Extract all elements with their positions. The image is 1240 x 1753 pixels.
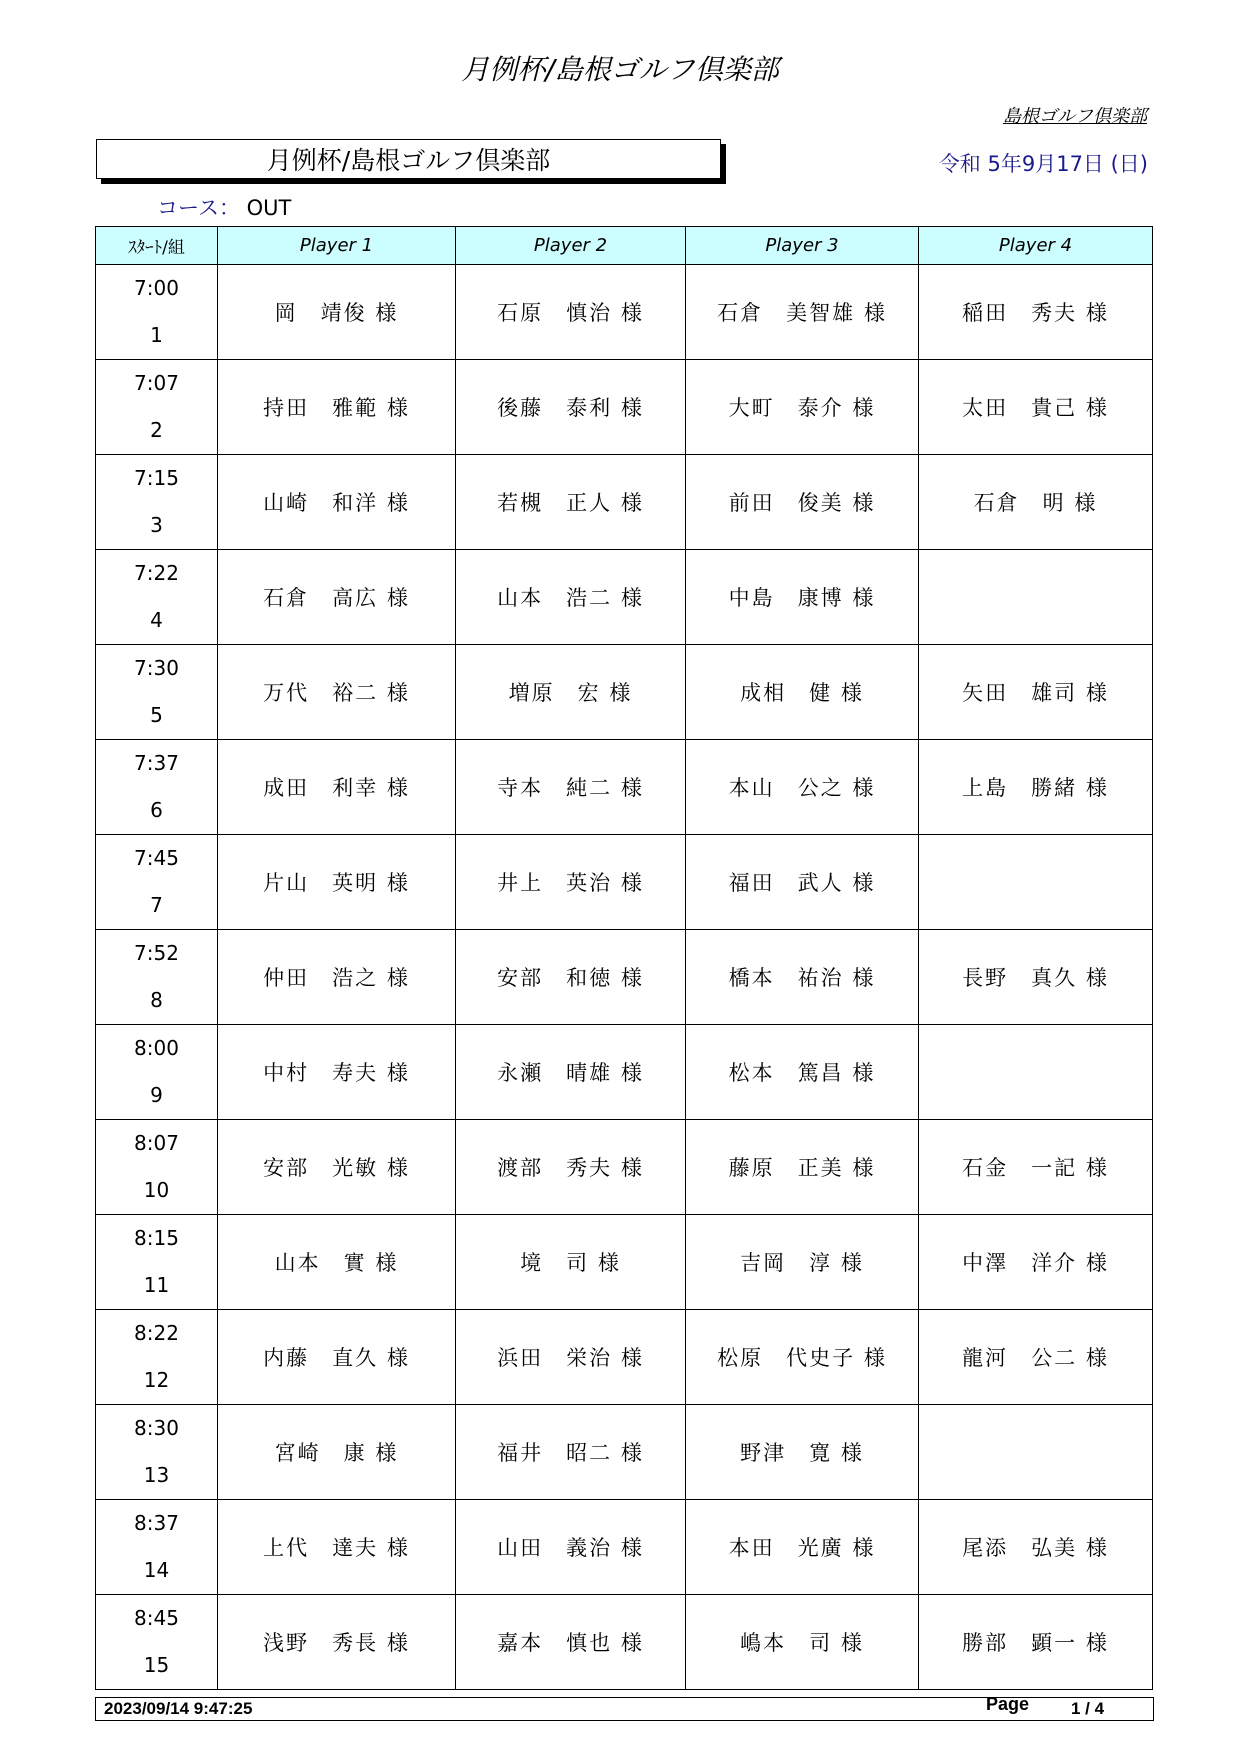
player-3-cell bbox=[686, 1500, 919, 1595]
start-group-cell bbox=[96, 1120, 218, 1215]
player-name: 松原 代史子 様 bbox=[717, 1346, 887, 1370]
page-label: Page bbox=[986, 1694, 1030, 1714]
player-name: 増原 宏 様 bbox=[508, 681, 633, 705]
header-player-2: Player 2 bbox=[456, 227, 686, 265]
player-4-cell bbox=[919, 1310, 1153, 1405]
player-2-cell bbox=[456, 835, 686, 930]
player-3-cell bbox=[686, 930, 919, 1025]
player-2-cell bbox=[456, 645, 686, 740]
start-time: 7:15 bbox=[134, 466, 179, 490]
player-2-cell bbox=[456, 1025, 686, 1120]
page-number: 1 / 4 bbox=[1071, 1699, 1105, 1718]
start-time: 7:52 bbox=[134, 941, 179, 965]
player-name: 後藤 泰利 様 bbox=[497, 396, 644, 420]
table-row bbox=[96, 265, 1153, 360]
player-1-cell bbox=[218, 1595, 456, 1690]
player-2-cell bbox=[456, 1215, 686, 1310]
tee-time-table bbox=[95, 226, 1153, 1690]
player-3-cell bbox=[686, 1310, 919, 1405]
event-title-box bbox=[96, 139, 721, 179]
group-number: 4 bbox=[150, 608, 163, 632]
player-2-cell bbox=[456, 930, 686, 1025]
table-row bbox=[96, 1405, 1153, 1500]
player-name: 持田 雅範 様 bbox=[263, 396, 410, 420]
player-name: 尾添 弘美 様 bbox=[962, 1536, 1109, 1560]
player-3-cell bbox=[686, 455, 919, 550]
player-name: 安部 光敏 様 bbox=[263, 1156, 410, 1180]
player-1-cell bbox=[218, 930, 456, 1025]
player-name: 本田 光廣 様 bbox=[728, 1536, 876, 1560]
player-name: 野津 寛 様 bbox=[740, 1441, 864, 1465]
table-row bbox=[96, 1500, 1153, 1595]
player-1-cell bbox=[218, 265, 456, 360]
player-name: 福田 武人 様 bbox=[728, 871, 876, 895]
print-timestamp: 2023/09/14 9:47:25 bbox=[104, 1699, 253, 1718]
player-name: 本山 公之 様 bbox=[728, 776, 876, 800]
player-3-cell bbox=[686, 1405, 919, 1500]
player-name: 矢田 雄司 様 bbox=[962, 681, 1109, 705]
player-3-cell bbox=[686, 550, 919, 645]
group-number: 9 bbox=[150, 1083, 163, 1107]
player-4-cell bbox=[919, 1120, 1153, 1215]
player-3-cell bbox=[686, 360, 919, 455]
event-date: 令和 5年9月17日 (日) bbox=[938, 152, 1148, 176]
player-4-cell bbox=[919, 645, 1153, 740]
player-3-cell bbox=[686, 645, 919, 740]
player-name: 石金 一記 様 bbox=[962, 1156, 1109, 1180]
player-name: 成相 健 様 bbox=[740, 681, 864, 705]
header-player-1: Player 1 bbox=[218, 227, 456, 265]
player-4-cell bbox=[919, 1500, 1153, 1595]
group-number: 8 bbox=[150, 988, 163, 1012]
group-number: 14 bbox=[143, 1558, 170, 1582]
start-time: 8:45 bbox=[134, 1606, 179, 1630]
player-2-cell bbox=[456, 740, 686, 835]
start-group-cell bbox=[96, 265, 218, 360]
start-time: 8:15 bbox=[134, 1226, 179, 1250]
player-name: 片山 英明 様 bbox=[263, 871, 410, 895]
player-name: 長野 真久 様 bbox=[962, 966, 1109, 990]
start-group-cell bbox=[96, 1310, 218, 1405]
player-name: 龍河 公二 様 bbox=[962, 1346, 1109, 1370]
player-1-cell bbox=[218, 1310, 456, 1405]
player-name: 山本 實 様 bbox=[274, 1251, 399, 1275]
player-name: 山本 浩二 様 bbox=[497, 586, 644, 610]
player-2-cell bbox=[456, 1405, 686, 1500]
start-time: 8:07 bbox=[134, 1131, 179, 1155]
start-time: 7:37 bbox=[134, 751, 179, 775]
start-group-cell bbox=[96, 1405, 218, 1500]
player-2-cell bbox=[456, 265, 686, 360]
group-number: 15 bbox=[143, 1653, 170, 1677]
player-2-cell bbox=[456, 550, 686, 645]
player-1-cell bbox=[218, 1025, 456, 1120]
player-name: 橋本 祐治 様 bbox=[728, 966, 876, 990]
player-name: 前田 俊美 様 bbox=[728, 491, 876, 515]
header-player-3: Player 3 bbox=[686, 227, 919, 265]
player-1-cell bbox=[218, 1215, 456, 1310]
start-group-cell bbox=[96, 930, 218, 1025]
player-name: 藤原 正美 様 bbox=[728, 1156, 876, 1180]
player-name: 宮崎 康 様 bbox=[274, 1441, 399, 1465]
player-name: 吉岡 淳 様 bbox=[740, 1251, 864, 1275]
table-row bbox=[96, 1025, 1153, 1120]
course-value: OUT bbox=[246, 196, 292, 220]
player-name: 井上 英治 様 bbox=[497, 871, 644, 895]
group-number: 11 bbox=[143, 1273, 170, 1297]
start-group-cell bbox=[96, 1595, 218, 1690]
table-row bbox=[96, 740, 1153, 835]
group-number: 6 bbox=[150, 798, 163, 822]
player-name: 大町 泰介 様 bbox=[728, 396, 876, 420]
club-name: 島根ゴルフ倶楽部 bbox=[1003, 106, 1147, 127]
player-name: 浜田 栄治 様 bbox=[497, 1346, 644, 1370]
player-name: 永瀬 晴雄 様 bbox=[497, 1061, 644, 1085]
player-name: 石原 慎治 様 bbox=[497, 301, 644, 325]
player-1-cell bbox=[218, 740, 456, 835]
group-number: 1 bbox=[150, 323, 163, 347]
player-4-cell bbox=[919, 1215, 1153, 1310]
group-number: 13 bbox=[143, 1463, 170, 1487]
player-name: 渡部 秀夫 様 bbox=[497, 1156, 644, 1180]
start-group-cell bbox=[96, 835, 218, 930]
player-name: 成田 利幸 様 bbox=[263, 776, 410, 800]
table-row bbox=[96, 1310, 1153, 1405]
group-number: 2 bbox=[150, 418, 163, 442]
player-name: 福井 昭二 様 bbox=[497, 1441, 644, 1465]
player-4-cell bbox=[919, 930, 1153, 1025]
table-row bbox=[96, 930, 1153, 1025]
player-name: 万代 裕二 様 bbox=[263, 681, 410, 705]
player-1-cell bbox=[218, 360, 456, 455]
start-group-cell bbox=[96, 1500, 218, 1595]
player-1-cell bbox=[218, 550, 456, 645]
player-1-cell bbox=[218, 1500, 456, 1595]
table-row bbox=[96, 1595, 1153, 1690]
player-name: 嘉本 慎也 様 bbox=[497, 1631, 644, 1655]
player-1-cell bbox=[218, 1405, 456, 1500]
player-name: 上代 達夫 様 bbox=[263, 1536, 410, 1560]
player-3-cell bbox=[686, 265, 919, 360]
player-4-cell bbox=[919, 360, 1153, 455]
player-2-cell bbox=[456, 360, 686, 455]
player-name: 境 司 様 bbox=[520, 1251, 621, 1275]
player-name: 太田 貴己 様 bbox=[962, 396, 1109, 420]
header-start-group: ｽﾀｰﾄ/組 bbox=[96, 227, 218, 265]
player-3-cell bbox=[686, 1025, 919, 1120]
start-group-cell bbox=[96, 740, 218, 835]
player-name: 寺本 純二 様 bbox=[497, 776, 644, 800]
player-name: 稲田 秀夫 様 bbox=[962, 301, 1109, 325]
player-4-cell bbox=[919, 1595, 1153, 1690]
player-name: 浅野 秀長 様 bbox=[263, 1631, 410, 1655]
player-2-cell bbox=[456, 1310, 686, 1405]
player-3-cell bbox=[686, 1120, 919, 1215]
group-number: 7 bbox=[150, 893, 163, 917]
player-4-cell bbox=[919, 1405, 1153, 1500]
start-time: 8:22 bbox=[134, 1321, 179, 1345]
player-name: 中澤 洋介 様 bbox=[962, 1251, 1109, 1275]
player-1-cell bbox=[218, 645, 456, 740]
group-number: 3 bbox=[150, 513, 163, 537]
player-3-cell bbox=[686, 740, 919, 835]
player-name: 上島 勝緒 様 bbox=[962, 776, 1109, 800]
start-group-cell bbox=[96, 360, 218, 455]
player-name: 岡 靖俊 様 bbox=[274, 301, 399, 325]
player-1-cell bbox=[218, 1120, 456, 1215]
player-4-cell bbox=[919, 550, 1153, 645]
course-info bbox=[157, 192, 291, 222]
start-group-cell bbox=[96, 1025, 218, 1120]
start-time: 8:37 bbox=[134, 1511, 179, 1535]
player-4-cell bbox=[919, 455, 1153, 550]
player-name: 安部 和徳 様 bbox=[497, 966, 644, 990]
table-row bbox=[96, 835, 1153, 930]
player-name: 勝部 顕一 様 bbox=[962, 1631, 1109, 1655]
start-group-cell bbox=[96, 1215, 218, 1310]
player-3-cell bbox=[686, 1595, 919, 1690]
header-player-4: Player 4 bbox=[919, 227, 1153, 265]
player-name: 松本 篤昌 様 bbox=[728, 1061, 876, 1085]
start-time: 7:00 bbox=[134, 276, 179, 300]
player-1-cell bbox=[218, 455, 456, 550]
table-row bbox=[96, 550, 1153, 645]
player-4-cell bbox=[919, 1025, 1153, 1120]
table-header-row bbox=[96, 227, 1153, 265]
table-row bbox=[96, 455, 1153, 550]
page-footer bbox=[95, 1694, 1154, 1721]
player-name: 中村 寿夫 様 bbox=[263, 1061, 410, 1085]
player-3-cell bbox=[686, 1215, 919, 1310]
start-time: 7:07 bbox=[134, 371, 179, 395]
player-2-cell bbox=[456, 1120, 686, 1215]
player-4-cell bbox=[919, 740, 1153, 835]
event-title: 月例杯/島根ゴルフ倶楽部 bbox=[266, 146, 551, 175]
page-title: 月例杯/島根ゴルフ倶楽部 bbox=[461, 53, 779, 86]
player-4-cell bbox=[919, 265, 1153, 360]
table-row bbox=[96, 360, 1153, 455]
player-2-cell bbox=[456, 1595, 686, 1690]
player-name: 嶋本 司 様 bbox=[740, 1631, 864, 1655]
table-row bbox=[96, 1215, 1153, 1310]
course-label: コース： bbox=[157, 196, 240, 220]
start-time: 7:22 bbox=[134, 561, 179, 585]
group-number: 5 bbox=[150, 703, 163, 727]
player-name: 内藤 直久 様 bbox=[263, 1346, 410, 1370]
group-number: 10 bbox=[143, 1178, 170, 1202]
player-name: 石倉 高広 様 bbox=[263, 586, 410, 610]
start-time: 7:45 bbox=[134, 846, 179, 870]
player-2-cell bbox=[456, 455, 686, 550]
start-group-cell bbox=[96, 645, 218, 740]
player-1-cell bbox=[218, 835, 456, 930]
player-2-cell bbox=[456, 1500, 686, 1595]
player-name: 山田 義治 様 bbox=[497, 1536, 644, 1560]
player-name: 仲田 浩之 様 bbox=[263, 966, 410, 990]
player-name: 山崎 和洋 様 bbox=[263, 491, 410, 515]
start-group-cell bbox=[96, 550, 218, 645]
player-name: 若槻 正人 様 bbox=[497, 491, 644, 515]
player-3-cell bbox=[686, 835, 919, 930]
table-row bbox=[96, 645, 1153, 740]
player-name: 中島 康博 様 bbox=[728, 586, 876, 610]
player-name: 石倉 美智雄 様 bbox=[717, 301, 887, 325]
start-time: 8:30 bbox=[134, 1416, 179, 1440]
start-time: 7:30 bbox=[134, 656, 179, 680]
player-name: 石倉 明 様 bbox=[973, 491, 1098, 515]
group-number: 12 bbox=[143, 1368, 170, 1392]
player-4-cell bbox=[919, 835, 1153, 930]
table-row bbox=[96, 1120, 1153, 1215]
start-time: 8:00 bbox=[134, 1036, 179, 1060]
start-group-cell bbox=[96, 455, 218, 550]
